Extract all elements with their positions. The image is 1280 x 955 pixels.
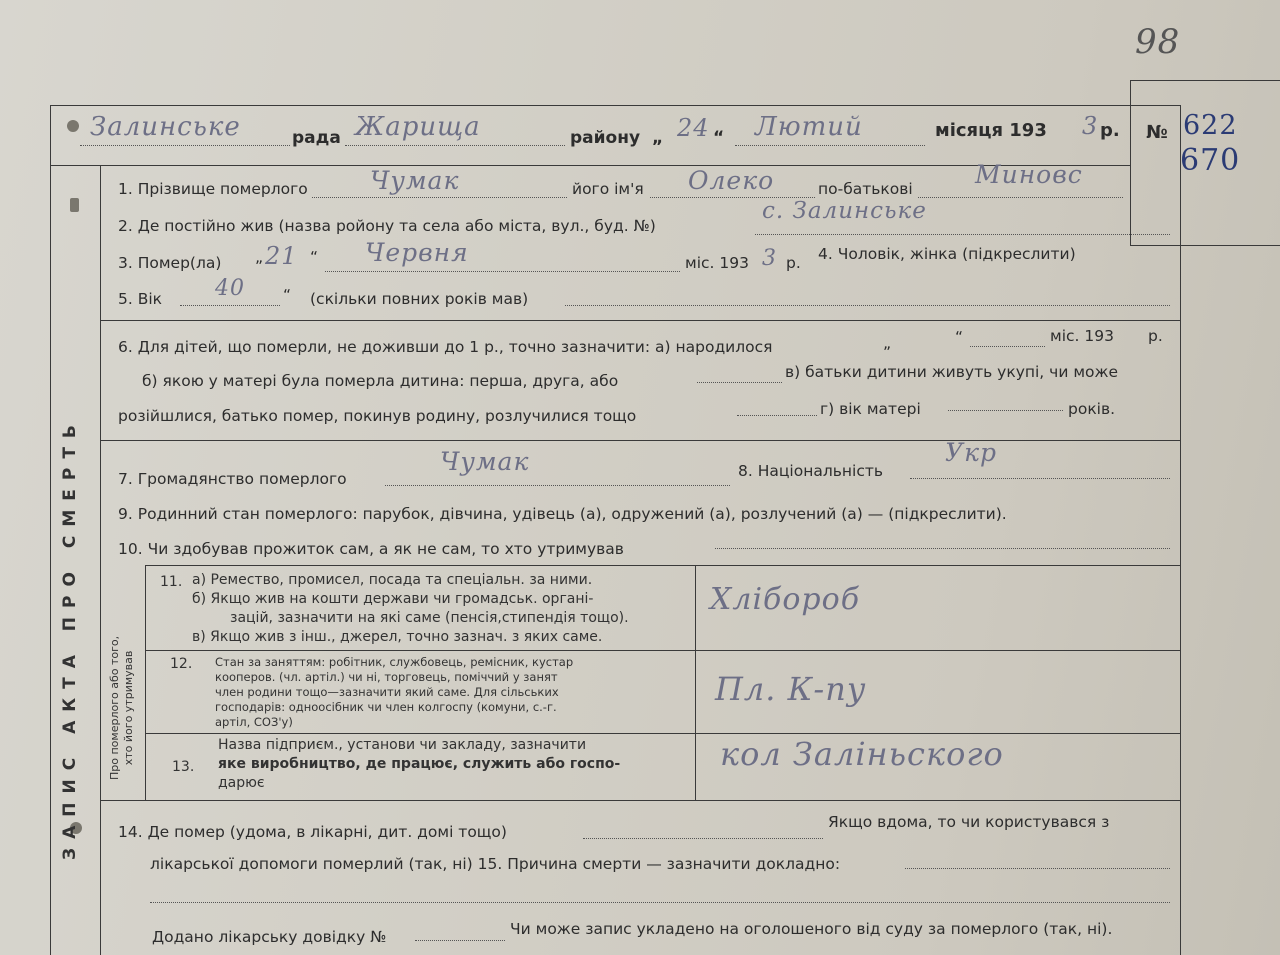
f3-r: р. — [786, 254, 801, 272]
f1-name-label: його ім'я — [572, 180, 644, 198]
f15-label: лікарської допомоги померлий (так, ні) 15. Причина смерти — зазначити докладно: — [150, 855, 841, 873]
hw-raion: Жарища — [355, 112, 481, 142]
hw-workplace: кол Заліньского — [720, 735, 1004, 773]
table-top — [145, 565, 1180, 566]
f12-num: 12. — [170, 656, 193, 672]
record-number-2: 670 — [1180, 143, 1241, 178]
f11-b2: зацій, зазначити на які саме (пенсія,стипендія тощо). — [230, 610, 629, 626]
f6-line1: 6. Для дітей, що померли, не доживши до 1 р., точно зазначити: а) народилося — [118, 338, 773, 356]
f12-l2: кооперов. (чл. артіл.) чи ні, торговець, поміччий у занят — [215, 670, 558, 684]
rada-line — [80, 145, 290, 146]
f13-l2: яке виробництво, де працює, служить або госпо- — [218, 756, 621, 772]
archive-page-number: 98 — [1135, 22, 1181, 62]
f7-line — [385, 485, 730, 486]
number-box-top — [1130, 80, 1280, 81]
f8-label: 8. Національність — [738, 462, 884, 480]
hw-age: 40 — [215, 276, 245, 301]
hw-death-day: 21 — [265, 242, 298, 270]
divider-2 — [100, 440, 1180, 441]
f5-line — [180, 305, 280, 306]
f10-label: 10. Чи здобував прожиток сам, а як не сам, то хто утримував — [118, 540, 624, 558]
frame-right — [1180, 105, 1181, 955]
f11-b1: б) Якщо жив на кошти держави чи громадськ. органі- — [192, 591, 594, 607]
side-note-line2: хто його утримував — [122, 650, 135, 766]
f5-label: 5. Вік — [118, 290, 163, 308]
side-note-line1: Про померлого або того, — [108, 635, 121, 780]
hw-surname: Чумак — [370, 166, 460, 195]
header-bottom-line — [50, 165, 1130, 166]
month-label: місяця 193 — [935, 120, 1047, 141]
footer-label: Додано лікарську довідку № — [152, 928, 387, 946]
year-suffix: р. — [1100, 120, 1120, 141]
f5-note: (скільки повних років мав) — [310, 290, 529, 308]
hw-death-year: 3 — [762, 246, 777, 271]
day-quote-close: “ — [713, 128, 725, 148]
f14-label: 14. Де помер (удома, в лікарні, дит. домі тощо) — [118, 823, 507, 841]
f3-month-line — [325, 271, 680, 272]
f13-l3: дарює — [218, 775, 265, 791]
table-row1-bottom — [145, 650, 1180, 651]
table-side-note — [108, 636, 136, 780]
f6-parents-line — [737, 415, 817, 416]
f2-line — [755, 234, 1170, 235]
f6-line3b: г) вік матері — [820, 400, 921, 418]
f12-l4: господарів: одноосібник чи член колгоспу (комуни, с.-г. — [215, 700, 557, 714]
vertical-title: ЗАПИС АКТА ПРО СМЕРТЬ — [60, 416, 80, 860]
rada-label: рада — [292, 128, 341, 148]
f6-birth-line — [970, 346, 1045, 347]
f6-quote-open: „ — [883, 334, 892, 352]
hw-citizenship: Чумак — [440, 447, 530, 476]
number-box-bottom — [1130, 245, 1280, 246]
f11-a: а) Ремество, промисел, посада та спеціальн. за ними. — [192, 572, 593, 588]
number-box-left — [1130, 80, 1131, 245]
f5-tail-line — [565, 305, 1170, 306]
f14-tail: Якщо вдома, то чи користувався з — [828, 813, 1110, 831]
number-sign: № — [1146, 122, 1168, 143]
hw-rada: Залинське — [90, 112, 241, 142]
hw-header-day: 24 — [677, 114, 710, 142]
f12-l1: Стан за заняттям: робітник, службовець, ремісник, кустар — [215, 655, 574, 669]
f9-label: 9. Родинний стан померлого: парубок, дівчина, удівець (а), одружений (а), розлучений (а) — (підкреслити). — [118, 505, 1007, 523]
record-number-1: 622 — [1183, 110, 1238, 141]
f7-label: 7. Громадянство померлого — [118, 470, 347, 488]
hw-occupation: Хлібороб — [710, 582, 861, 617]
hw-header-year: 3 — [1082, 112, 1099, 140]
f1-patr-line — [918, 197, 1123, 198]
divider-1 — [100, 320, 1180, 321]
f1-label: 1. Прізвище померлого — [118, 180, 308, 198]
f6-line3c: років. — [1068, 400, 1116, 418]
f4-label: 4. Чоловік, жінка (підкреслити) — [818, 245, 1076, 263]
punch-hole — [67, 120, 79, 132]
footer-line — [415, 940, 505, 941]
f6-line2b: в) батьки дитини живуть укупі, чи може — [785, 363, 1118, 381]
f3-quote-open: „ — [255, 248, 264, 266]
f5-quote: “ — [283, 286, 292, 304]
f15-line2 — [150, 902, 1170, 903]
f11-num: 11. — [160, 574, 183, 590]
frame-left — [50, 105, 51, 955]
f12-l3: член родини тощо—зазначити який саме. Для сільських — [215, 685, 559, 699]
f8-line — [910, 478, 1170, 479]
f6-mother-age-line — [948, 410, 1063, 411]
f10-line — [715, 548, 1170, 549]
f1-patr-label: по-батькові — [818, 180, 913, 198]
hw-nationality: Укр — [945, 438, 997, 467]
hw-first-name: Олеко — [688, 166, 775, 195]
hw-header-month: Лютий — [755, 112, 863, 142]
raion-line — [345, 145, 565, 146]
raion-label: району — [570, 128, 641, 148]
f3-mis: міс. 193 — [685, 254, 749, 272]
day-quote-open: „ — [652, 128, 664, 148]
table-mid — [695, 565, 696, 800]
f13-num: 13. — [172, 759, 195, 775]
f6-r: р. — [1148, 327, 1163, 345]
f6-mis: міс. 193 — [1050, 327, 1114, 345]
f3-label: 3. Помер(ла) — [118, 254, 222, 272]
footer-tail: Чи може запис укладено на оголошеного від суду за померлого (так, ні). — [510, 920, 1113, 938]
f3-quote-close: “ — [310, 248, 319, 266]
f13-l1: Назва підприєм., установи чи закладу, зазначити — [218, 737, 587, 753]
f15-line — [905, 868, 1170, 869]
hw-patronymic: Миновс — [975, 160, 1083, 189]
f2-label: 2. Де постійно жив (назва ройону та села або міста, вул., буд. №) — [118, 217, 656, 235]
frame-top — [50, 105, 1180, 106]
hw-death-month: Червня — [365, 238, 469, 267]
f6-order-line — [697, 382, 782, 383]
month-line — [735, 145, 925, 146]
f14-line — [583, 838, 823, 839]
f12-l5: артіл, СОЗ'у) — [215, 715, 293, 729]
hw-residence: с. Залинське — [762, 198, 927, 224]
f6-line2a: б) якою у матері була померла дитина: перша, друга, або — [142, 372, 619, 390]
table-left — [145, 565, 146, 800]
f1-surname-line — [312, 197, 567, 198]
left-column-divider — [100, 165, 101, 955]
table-bottom — [100, 800, 1180, 801]
f11-c: в) Якщо жив з інш., джерел, точно зазнач. з яких саме. — [192, 629, 603, 645]
punch-hole — [70, 198, 79, 212]
f6-line3a: розійшлися, батько помер, покинув родину, розлучилися тощо — [118, 407, 637, 425]
table-row2-bottom — [145, 733, 1180, 734]
hw-status: Пл. К-пу — [715, 670, 867, 708]
f6-quote-close: “ — [955, 328, 964, 346]
